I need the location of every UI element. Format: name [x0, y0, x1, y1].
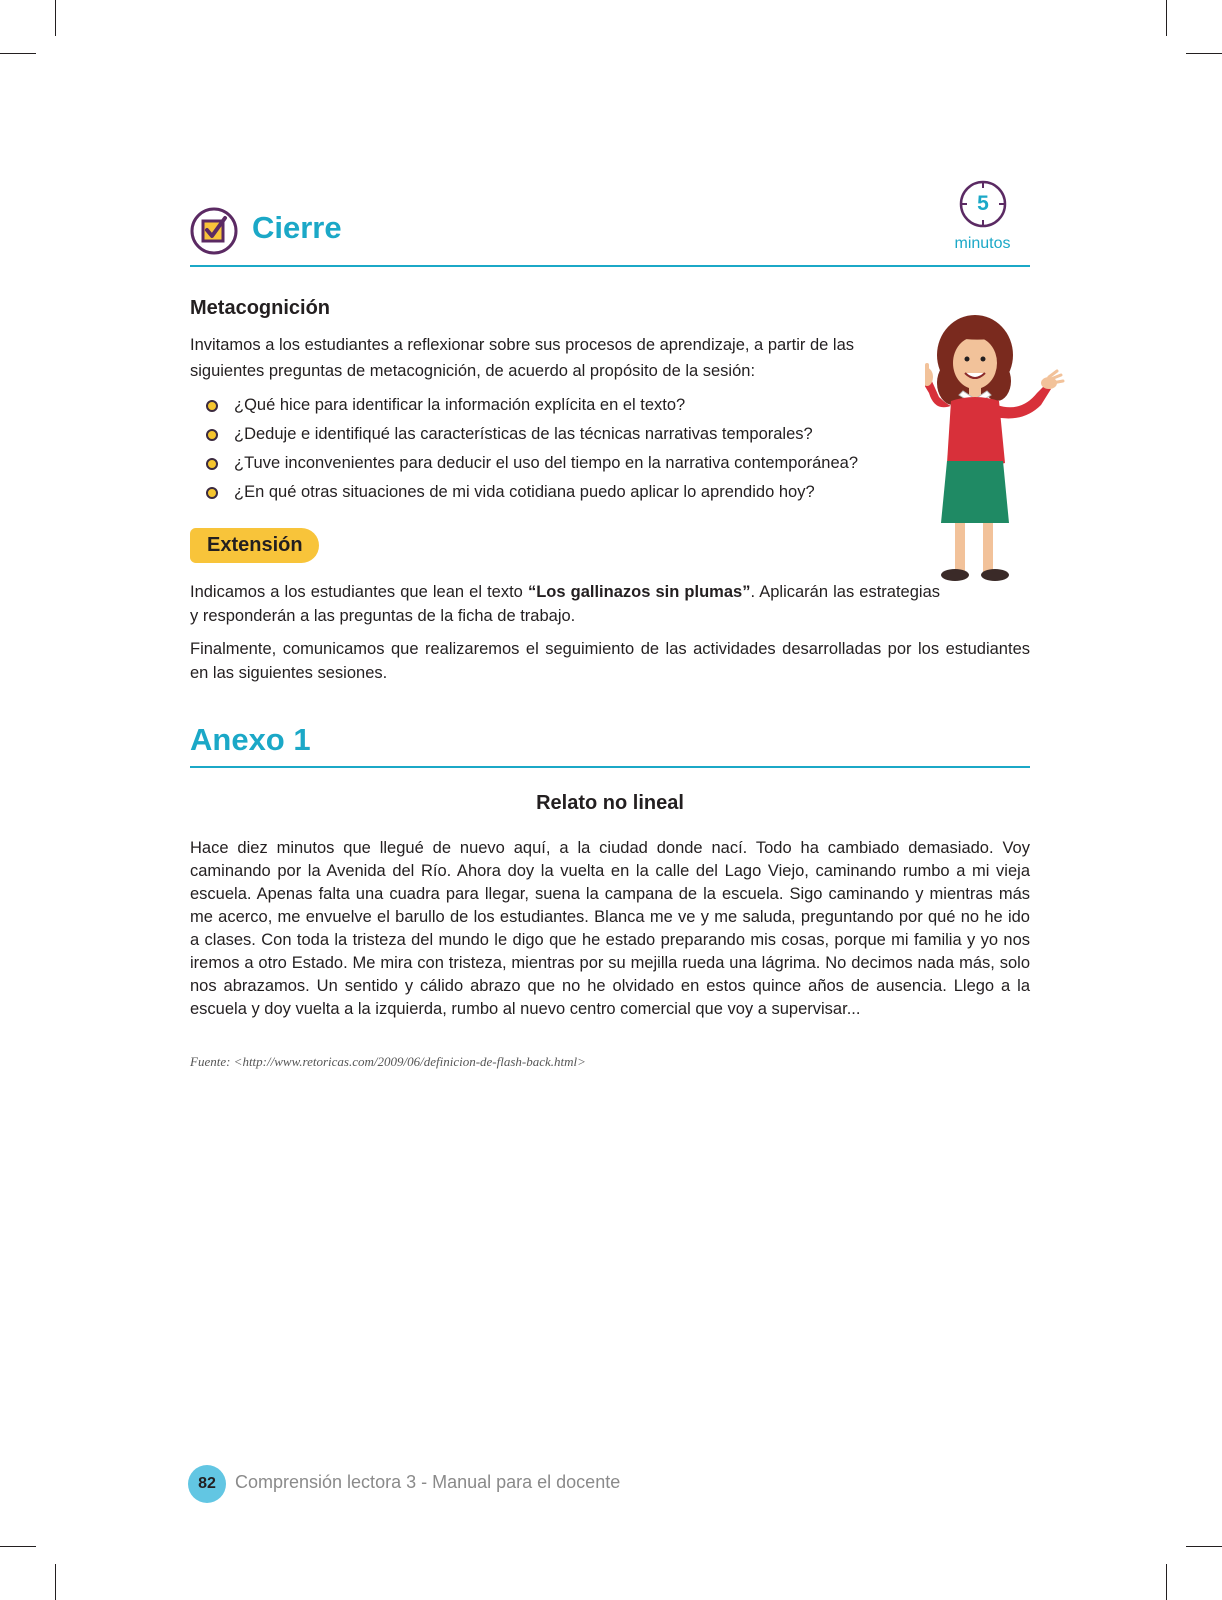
extension-text: Indicamos a los estudiantes que lean el texto [190, 583, 528, 601]
timer-label: minutos [954, 235, 1011, 252]
extension-label: Extensión [207, 534, 303, 556]
bullet-icon [206, 487, 218, 499]
question-text: ¿En qué otras situaciones de mi vida cotidiana puedo aplicar lo aprendido hoy? [234, 483, 815, 501]
subsection-heading: Metacognición [190, 297, 331, 319]
divider [190, 766, 1030, 768]
book-title: “Los gallinazos sin plumas” [527, 583, 751, 601]
source-citation: Fuente: <http://www.retoricas.com/2009/06/definicion-de-flash-back.html> [190, 1054, 586, 1069]
extension-badge [190, 528, 319, 563]
question-text: ¿Tuve inconvenientes para deducir el uso del tiempo en la narrativa contemporánea? [234, 454, 859, 472]
list-item [206, 449, 858, 478]
story-paragraph: Hace diez minutos que llegué de nuevo aquí, a la ciudad donde nací. Todo ha cambiado demasiado. Voy caminando por la Avenida del Río. Ahora doy la vuelta en la calle del Lago Viejo, caminando rumbo a mi vieja escuela. Apenas falta una cuadra para llegar, suena la campana de la escuela. Sigo caminando y mientras más me acerco, me envuelve el barullo de los estudiantes. Blanca me ve y me saluda, preguntando por qué no he ido a clases. Con toda la tristeza del mundo le digo que he estado preparando mis cosas, porque mi familia y yo nos iremos a otro Estado. Me mira con tristeza, mientras por su mejilla rueda una lágrima. No decimos nada más, solo nos abrazamos. Un sentido y cálido abrazo que no he olvidado en estos quince años de ausencia. Llego a la escuela y doy vuelta a la izquierda, rumbo al nuevo centro comercial que voy a supervisar... [190, 839, 1030, 1018]
page-number: 82 [188, 1465, 226, 1503]
cierre-header [190, 180, 1030, 268]
teacher-illustration [925, 313, 1070, 588]
checkbox-icon [190, 207, 238, 255]
bullet-icon [206, 400, 218, 412]
extension-text: . Aplicarán las estrategias y responderán a las preguntas de la ficha de trabajo. [190, 583, 940, 625]
timer-value: 5 [977, 192, 989, 215]
crop-mark [1186, 1546, 1222, 1547]
list-item [206, 391, 858, 420]
closing-paragraph: Finalmente, comunicamos que realizaremos el seguimiento de las actividades desarrolladas por los estudiantes en las siguientes sesiones. [190, 640, 1030, 682]
crop-mark [1166, 1564, 1167, 1600]
list-item [206, 478, 858, 507]
crop-mark [0, 53, 36, 54]
crop-mark [55, 0, 56, 36]
footer-text: Comprensión lectora 3 - Manual para el docente [235, 1472, 621, 1492]
question-list [206, 391, 858, 507]
crop-mark [55, 1564, 56, 1600]
divider [190, 265, 1030, 267]
annex-title: Anexo 1 [190, 722, 311, 757]
crop-mark [1186, 53, 1222, 54]
bullet-icon [206, 429, 218, 441]
list-item [206, 420, 858, 449]
question-text: ¿Deduje e identifiqué las características de las técnicas narrativas temporales? [234, 425, 813, 443]
crop-mark [1166, 0, 1167, 36]
question-text: ¿Qué hice para identificar la información explícita en el texto? [234, 396, 686, 414]
bullet-icon [206, 458, 218, 470]
intro-paragraph: Invitamos a los estudiantes a reflexionar sobre sus procesos de aprendizaje, a partir de las siguientes preguntas de metacognición, de acuerdo al propósito de la sesión: [190, 336, 855, 380]
crop-mark [0, 1546, 36, 1547]
story-title: Relato no lineal [536, 792, 684, 814]
timer [930, 180, 1030, 260]
extension-paragraph [190, 580, 940, 628]
section-title: Cierre [252, 210, 342, 245]
